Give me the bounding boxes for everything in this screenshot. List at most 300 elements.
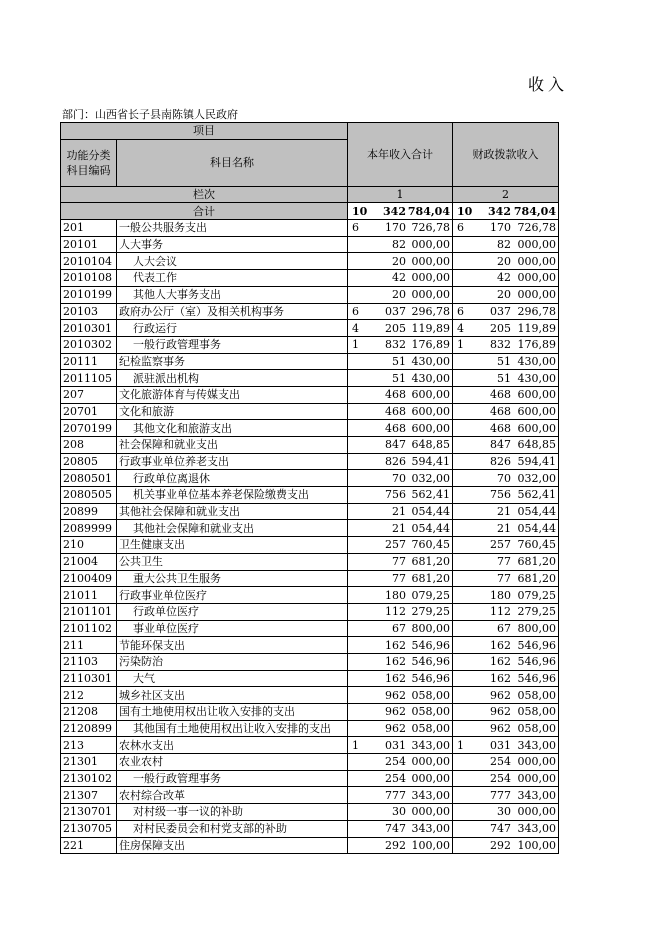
row-code: 21301 xyxy=(61,754,117,771)
row-income-part1 xyxy=(348,688,370,703)
row-fiscal-part2: 037 xyxy=(490,304,511,318)
row-income-part3: 648,85 xyxy=(411,438,450,452)
row-income-amount xyxy=(348,653,453,670)
row-income-part3: 726,78 xyxy=(411,221,450,235)
row-fiscal-part1 xyxy=(453,771,475,786)
row-name: 行政单位离退休 xyxy=(117,470,348,487)
total-income-cell xyxy=(348,203,453,220)
row-fiscal-part3: 430,00 xyxy=(517,354,556,368)
row-fiscal-amount xyxy=(453,320,559,337)
row-fiscal-part3: 000,00 xyxy=(517,254,556,268)
row-code: 2110301 xyxy=(61,670,117,687)
row-fiscal-amount xyxy=(453,653,559,670)
row-fiscal-part2: 031 xyxy=(490,738,511,752)
row-code: 20899 xyxy=(61,503,117,520)
row-fiscal-part1 xyxy=(453,437,475,452)
row-fiscal-part2: 962 xyxy=(490,705,511,719)
row-income-part1 xyxy=(348,754,370,769)
row-income-part2: 756 xyxy=(385,488,406,502)
column-index-2: 2 xyxy=(453,186,559,203)
row-income-part2: 031 xyxy=(385,738,406,752)
row-name: 一般行政管理事务 xyxy=(117,336,348,353)
total-fiscal-cell xyxy=(453,203,559,220)
row-fiscal-part2: 77 xyxy=(497,571,511,585)
row-income-part2: 205 xyxy=(385,321,406,335)
row-income-part2: 67 xyxy=(392,621,406,635)
code-header xyxy=(61,139,117,186)
table-row xyxy=(61,336,559,353)
row-name: 派驻派出机构 xyxy=(117,370,348,387)
row-name: 农林水支出 xyxy=(117,737,348,754)
row-income-part1 xyxy=(348,404,370,419)
row-code: 2010301 xyxy=(61,320,117,337)
row-code: 221 xyxy=(61,837,117,854)
row-code: 2010199 xyxy=(61,286,117,303)
row-fiscal-part3: 119,89 xyxy=(517,321,556,335)
row-income-part3: 000,00 xyxy=(411,772,450,786)
row-fiscal-part3: 760,45 xyxy=(517,538,556,552)
row-income-part2: 180 xyxy=(385,588,406,602)
row-name: 对村民委员会和村党支部的补助 xyxy=(117,820,348,837)
table-row xyxy=(61,553,559,570)
row-fiscal-amount xyxy=(453,754,559,771)
row-income-amount xyxy=(348,687,453,704)
row-fiscal-part1 xyxy=(453,654,475,669)
row-fiscal-part1 xyxy=(453,237,475,252)
row-income-part3: 054,44 xyxy=(411,505,450,519)
row-name: 对村级一事一议的补助 xyxy=(117,804,348,821)
table-row xyxy=(61,303,559,320)
table-row xyxy=(61,386,559,403)
row-income-part2: 257 xyxy=(385,538,406,552)
row-fiscal-amount xyxy=(453,403,559,420)
row-income-part1: 1 xyxy=(352,338,359,352)
row-income-amount xyxy=(348,537,453,554)
row-income-part1 xyxy=(348,471,370,486)
row-income-part2: 962 xyxy=(385,688,406,702)
table-row xyxy=(61,704,559,721)
row-fiscal-part1 xyxy=(453,387,475,402)
total-income-part2: 342 xyxy=(383,204,406,218)
project-header: 项目 xyxy=(61,123,348,140)
row-fiscal-part3: 594,41 xyxy=(517,455,556,469)
row-income-part1 xyxy=(348,437,370,452)
row-fiscal-amount xyxy=(453,353,559,370)
table-row xyxy=(61,520,559,537)
table-row xyxy=(61,453,559,470)
fiscal-income-header: 财政拨款收入 xyxy=(453,123,559,187)
row-name: 节能环保支出 xyxy=(117,637,348,654)
row-fiscal-part2: 962 xyxy=(490,688,511,702)
row-code: 20111 xyxy=(61,353,117,370)
row-fiscal-amount xyxy=(453,303,559,320)
row-fiscal-amount xyxy=(453,687,559,704)
row-name: 代表工作 xyxy=(117,270,348,287)
table-row xyxy=(61,620,559,637)
row-income-part1 xyxy=(348,704,370,719)
row-fiscal-part3: 600,00 xyxy=(517,388,556,402)
row-income-part3: 032,00 xyxy=(411,471,450,485)
row-income-amount xyxy=(348,220,453,237)
row-income-amount xyxy=(348,754,453,771)
row-income-amount xyxy=(348,720,453,737)
row-name: 农业农村 xyxy=(117,754,348,771)
column-index-1: 1 xyxy=(348,186,453,203)
row-fiscal-part3: 058,00 xyxy=(517,722,556,736)
row-fiscal-part3: 000,00 xyxy=(517,288,556,302)
row-fiscal-amount xyxy=(453,787,559,804)
row-income-amount xyxy=(348,737,453,754)
row-fiscal-amount xyxy=(453,804,559,821)
row-fiscal-amount xyxy=(453,704,559,721)
row-code: 201 xyxy=(61,220,117,237)
row-fiscal-part2: 162 xyxy=(490,671,511,685)
row-fiscal-part3: 176,89 xyxy=(517,338,556,352)
row-fiscal-part1 xyxy=(453,821,475,836)
row-income-amount xyxy=(348,553,453,570)
row-fiscal-part2: 112 xyxy=(490,605,511,619)
row-fiscal-part1: 4 xyxy=(457,321,464,335)
row-income-part3: 600,00 xyxy=(411,388,450,402)
row-name: 文化和旅游 xyxy=(117,403,348,420)
row-fiscal-part1 xyxy=(453,270,475,285)
row-income-part3: 100,00 xyxy=(411,838,450,852)
row-fiscal-part2: 468 xyxy=(490,421,511,435)
row-income-amount xyxy=(348,336,453,353)
row-income-part3: 079,25 xyxy=(411,588,450,602)
row-income-part3: 800,00 xyxy=(411,621,450,635)
row-fiscal-amount xyxy=(453,553,559,570)
row-fiscal-amount xyxy=(453,820,559,837)
row-income-part2: 77 xyxy=(392,555,406,569)
row-fiscal-part3: 000,00 xyxy=(517,271,556,285)
row-fiscal-part1 xyxy=(453,254,475,269)
row-fiscal-part3: 343,00 xyxy=(517,738,556,752)
row-income-part1 xyxy=(348,788,370,803)
income-table xyxy=(60,122,559,854)
row-income-part2: 112 xyxy=(385,605,406,619)
row-fiscal-amount xyxy=(453,603,559,620)
row-name: 行政单位医疗 xyxy=(117,603,348,620)
row-code: 2130102 xyxy=(61,770,117,787)
row-income-part2: 468 xyxy=(385,388,406,402)
row-income-amount xyxy=(348,270,453,287)
row-fiscal-part1 xyxy=(453,454,475,469)
row-fiscal-amount xyxy=(453,270,559,287)
row-income-part1 xyxy=(348,537,370,552)
total-fiscal-part1: 10 xyxy=(457,204,473,218)
row-name: 一般公共服务支出 xyxy=(117,220,348,237)
row-income-part2: 254 xyxy=(385,755,406,769)
row-fiscal-part3: 343,00 xyxy=(517,822,556,836)
row-fiscal-amount xyxy=(453,386,559,403)
row-fiscal-part1 xyxy=(453,471,475,486)
row-income-part2: 162 xyxy=(385,671,406,685)
table-row xyxy=(61,487,559,504)
row-fiscal-part2: 756 xyxy=(490,488,511,502)
row-fiscal-amount xyxy=(453,770,559,787)
table-row xyxy=(61,236,559,253)
row-code: 2130705 xyxy=(61,820,117,837)
row-income-part2: 847 xyxy=(385,438,406,452)
row-income-part2: 468 xyxy=(385,404,406,418)
row-fiscal-part3: 054,44 xyxy=(517,521,556,535)
row-fiscal-part3: 546,96 xyxy=(517,655,556,669)
table-row xyxy=(61,587,559,604)
row-fiscal-part2: 82 xyxy=(497,238,511,252)
row-income-part3: 681,20 xyxy=(411,571,450,585)
row-income-amount xyxy=(348,437,453,454)
row-income-part3: 594,41 xyxy=(411,455,450,469)
row-fiscal-part3: 279,25 xyxy=(517,605,556,619)
row-name: 大气 xyxy=(117,670,348,687)
row-fiscal-part3: 600,00 xyxy=(517,421,556,435)
row-fiscal-part1 xyxy=(453,554,475,569)
row-fiscal-part1 xyxy=(453,671,475,686)
row-fiscal-part2: 51 xyxy=(497,354,511,368)
total-fiscal-part3: 784,04 xyxy=(513,204,556,218)
row-income-amount xyxy=(348,787,453,804)
row-name: 住房保障支出 xyxy=(117,837,348,854)
row-name: 其他人大事务支出 xyxy=(117,286,348,303)
row-fiscal-part3: 681,20 xyxy=(517,555,556,569)
total-fiscal-part2: 342 xyxy=(488,204,511,218)
row-fiscal-part1 xyxy=(453,537,475,552)
row-fiscal-part2: 847 xyxy=(490,438,511,452)
row-fiscal-part2: 777 xyxy=(490,788,511,802)
row-code: 20101 xyxy=(61,236,117,253)
row-fiscal-part2: 162 xyxy=(490,655,511,669)
row-fiscal-part2: 826 xyxy=(490,455,511,469)
table-row xyxy=(61,270,559,287)
row-income-part3: 430,00 xyxy=(411,354,450,368)
row-income-amount xyxy=(348,470,453,487)
row-fiscal-part1 xyxy=(453,404,475,419)
table-row xyxy=(61,603,559,620)
row-name: 其他文化和旅游支出 xyxy=(117,420,348,437)
row-name: 公共卫生 xyxy=(117,553,348,570)
row-code: 2011105 xyxy=(61,370,117,387)
row-income-part1 xyxy=(348,654,370,669)
row-income-part1 xyxy=(348,237,370,252)
total-income-header: 本年收入合计 xyxy=(348,123,453,187)
row-fiscal-part1 xyxy=(453,421,475,436)
row-income-part1: 6 xyxy=(352,221,359,235)
row-income-amount xyxy=(348,386,453,403)
row-fiscal-part1 xyxy=(453,754,475,769)
row-income-amount xyxy=(348,503,453,520)
row-fiscal-amount xyxy=(453,720,559,737)
table-row xyxy=(61,820,559,837)
row-income-part3: 546,96 xyxy=(411,671,450,685)
row-fiscal-part2: 67 xyxy=(497,621,511,635)
row-fiscal-amount xyxy=(453,837,559,854)
row-fiscal-part3: 296,78 xyxy=(517,304,556,318)
total-income-part3: 784,04 xyxy=(407,204,450,218)
row-income-part1 xyxy=(348,804,370,819)
row-income-part2: 826 xyxy=(385,455,406,469)
row-income-amount xyxy=(348,253,453,270)
row-income-part1 xyxy=(348,487,370,502)
row-fiscal-part2: 747 xyxy=(490,822,511,836)
row-income-part2: 30 xyxy=(392,805,406,819)
row-income-amount xyxy=(348,420,453,437)
row-income-part3: 430,00 xyxy=(411,371,450,385)
row-code: 211 xyxy=(61,637,117,654)
row-income-part3: 562,41 xyxy=(411,488,450,502)
row-fiscal-part1 xyxy=(453,354,475,369)
row-income-part2: 468 xyxy=(385,421,406,435)
row-income-part1 xyxy=(348,638,370,653)
row-income-part1 xyxy=(348,287,370,302)
row-income-part2: 21 xyxy=(392,505,406,519)
row-fiscal-part3: 000,00 xyxy=(517,755,556,769)
row-fiscal-amount xyxy=(453,587,559,604)
row-name: 机关事业单位基本养老保险缴费支出 xyxy=(117,487,348,504)
row-income-part1 xyxy=(348,254,370,269)
row-fiscal-part2: 42 xyxy=(497,271,511,285)
row-fiscal-part3: 600,00 xyxy=(517,404,556,418)
row-fiscal-part2: 170 xyxy=(490,221,511,235)
row-income-part2: 747 xyxy=(385,822,406,836)
row-fiscal-part3: 726,78 xyxy=(517,221,556,235)
row-name: 一般行政管理事务 xyxy=(117,770,348,787)
row-fiscal-part2: 292 xyxy=(490,838,511,852)
row-income-part3: 000,00 xyxy=(411,271,450,285)
row-income-part3: 343,00 xyxy=(411,788,450,802)
row-income-part1 xyxy=(348,604,370,619)
row-fiscal-part1 xyxy=(453,621,475,636)
row-fiscal-amount xyxy=(453,570,559,587)
row-income-part3: 343,00 xyxy=(411,738,450,752)
row-fiscal-part3: 000,00 xyxy=(517,238,556,252)
row-code: 2010108 xyxy=(61,270,117,287)
row-fiscal-amount xyxy=(453,670,559,687)
row-name: 政府办公厅（室）及相关机构事务 xyxy=(117,303,348,320)
row-name: 污染防治 xyxy=(117,653,348,670)
row-income-part2: 51 xyxy=(392,371,406,385)
row-income-part3: 000,00 xyxy=(411,288,450,302)
row-income-amount xyxy=(348,487,453,504)
row-fiscal-part1 xyxy=(453,838,475,853)
row-fiscal-part1 xyxy=(453,721,475,736)
code-header-line1: 功能分类 xyxy=(66,148,111,162)
name-header: 科目名称 xyxy=(117,139,348,186)
row-income-part1 xyxy=(348,621,370,636)
row-fiscal-amount xyxy=(453,537,559,554)
row-income-part1 xyxy=(348,521,370,536)
row-name: 城乡社区支出 xyxy=(117,687,348,704)
row-income-part1: 1 xyxy=(352,738,359,752)
row-income-part3: 119,89 xyxy=(411,321,450,335)
table-row xyxy=(61,837,559,854)
row-code: 21004 xyxy=(61,553,117,570)
row-fiscal-part2: 20 xyxy=(497,288,511,302)
row-income-part3: 000,00 xyxy=(411,254,450,268)
row-income-part1 xyxy=(348,571,370,586)
row-income-amount xyxy=(348,303,453,320)
row-code: 2080505 xyxy=(61,487,117,504)
row-income-amount xyxy=(348,637,453,654)
row-code: 213 xyxy=(61,737,117,754)
row-name: 重大公共卫生服务 xyxy=(117,570,348,587)
row-fiscal-part3: 562,41 xyxy=(517,488,556,502)
row-fiscal-part2: 77 xyxy=(497,555,511,569)
row-income-part1 xyxy=(348,421,370,436)
row-name: 卫生健康支出 xyxy=(117,537,348,554)
column-index-label: 栏次 xyxy=(61,186,348,203)
row-income-part2: 832 xyxy=(385,338,406,352)
row-income-part3: 000,00 xyxy=(411,755,450,769)
row-fiscal-part2: 162 xyxy=(490,638,511,652)
row-income-amount xyxy=(348,570,453,587)
row-fiscal-part3: 079,25 xyxy=(517,588,556,602)
row-code: 2101102 xyxy=(61,620,117,637)
row-fiscal-part1 xyxy=(453,788,475,803)
row-fiscal-part1 xyxy=(453,604,475,619)
row-fiscal-part3: 058,00 xyxy=(517,705,556,719)
row-fiscal-part3: 058,00 xyxy=(517,688,556,702)
row-fiscal-part3: 546,96 xyxy=(517,638,556,652)
row-fiscal-part1 xyxy=(453,804,475,819)
table-row xyxy=(61,804,559,821)
row-fiscal-part1 xyxy=(453,371,475,386)
row-income-part1 xyxy=(348,270,370,285)
row-fiscal-part2: 254 xyxy=(490,755,511,769)
row-fiscal-part3: 546,96 xyxy=(517,671,556,685)
row-income-part2: 037 xyxy=(385,304,406,318)
table-row xyxy=(61,653,559,670)
row-income-amount xyxy=(348,837,453,854)
row-fiscal-part1 xyxy=(453,688,475,703)
row-code: 212 xyxy=(61,687,117,704)
row-fiscal-amount xyxy=(453,220,559,237)
row-income-part2: 20 xyxy=(392,288,406,302)
row-fiscal-amount xyxy=(453,620,559,637)
table-row xyxy=(61,320,559,337)
row-fiscal-part1 xyxy=(453,487,475,502)
row-income-part1 xyxy=(348,504,370,519)
row-code: 2010104 xyxy=(61,253,117,270)
row-fiscal-part2: 254 xyxy=(490,772,511,786)
row-fiscal-amount xyxy=(453,503,559,520)
row-fiscal-part3: 000,00 xyxy=(517,772,556,786)
row-income-amount xyxy=(348,286,453,303)
row-code: 2100409 xyxy=(61,570,117,587)
row-code: 20701 xyxy=(61,403,117,420)
row-income-part1 xyxy=(348,838,370,853)
table-row xyxy=(61,720,559,737)
row-fiscal-amount xyxy=(453,336,559,353)
row-income-amount xyxy=(348,820,453,837)
row-income-part3: 000,00 xyxy=(411,805,450,819)
row-fiscal-amount xyxy=(453,370,559,387)
row-income-part3: 343,00 xyxy=(411,822,450,836)
table-row xyxy=(61,637,559,654)
row-income-amount xyxy=(348,320,453,337)
row-code: 2080501 xyxy=(61,470,117,487)
total-income-part1: 10 xyxy=(352,204,368,218)
row-income-part1 xyxy=(348,454,370,469)
row-code: 21307 xyxy=(61,787,117,804)
row-income-part3: 546,96 xyxy=(411,655,450,669)
row-income-part3: 058,00 xyxy=(411,688,450,702)
table-row xyxy=(61,220,559,237)
row-fiscal-part1: 1 xyxy=(457,338,464,352)
total-label: 合计 xyxy=(61,203,348,220)
row-fiscal-part3: 430,00 xyxy=(517,371,556,385)
row-income-part2: 170 xyxy=(385,221,406,235)
